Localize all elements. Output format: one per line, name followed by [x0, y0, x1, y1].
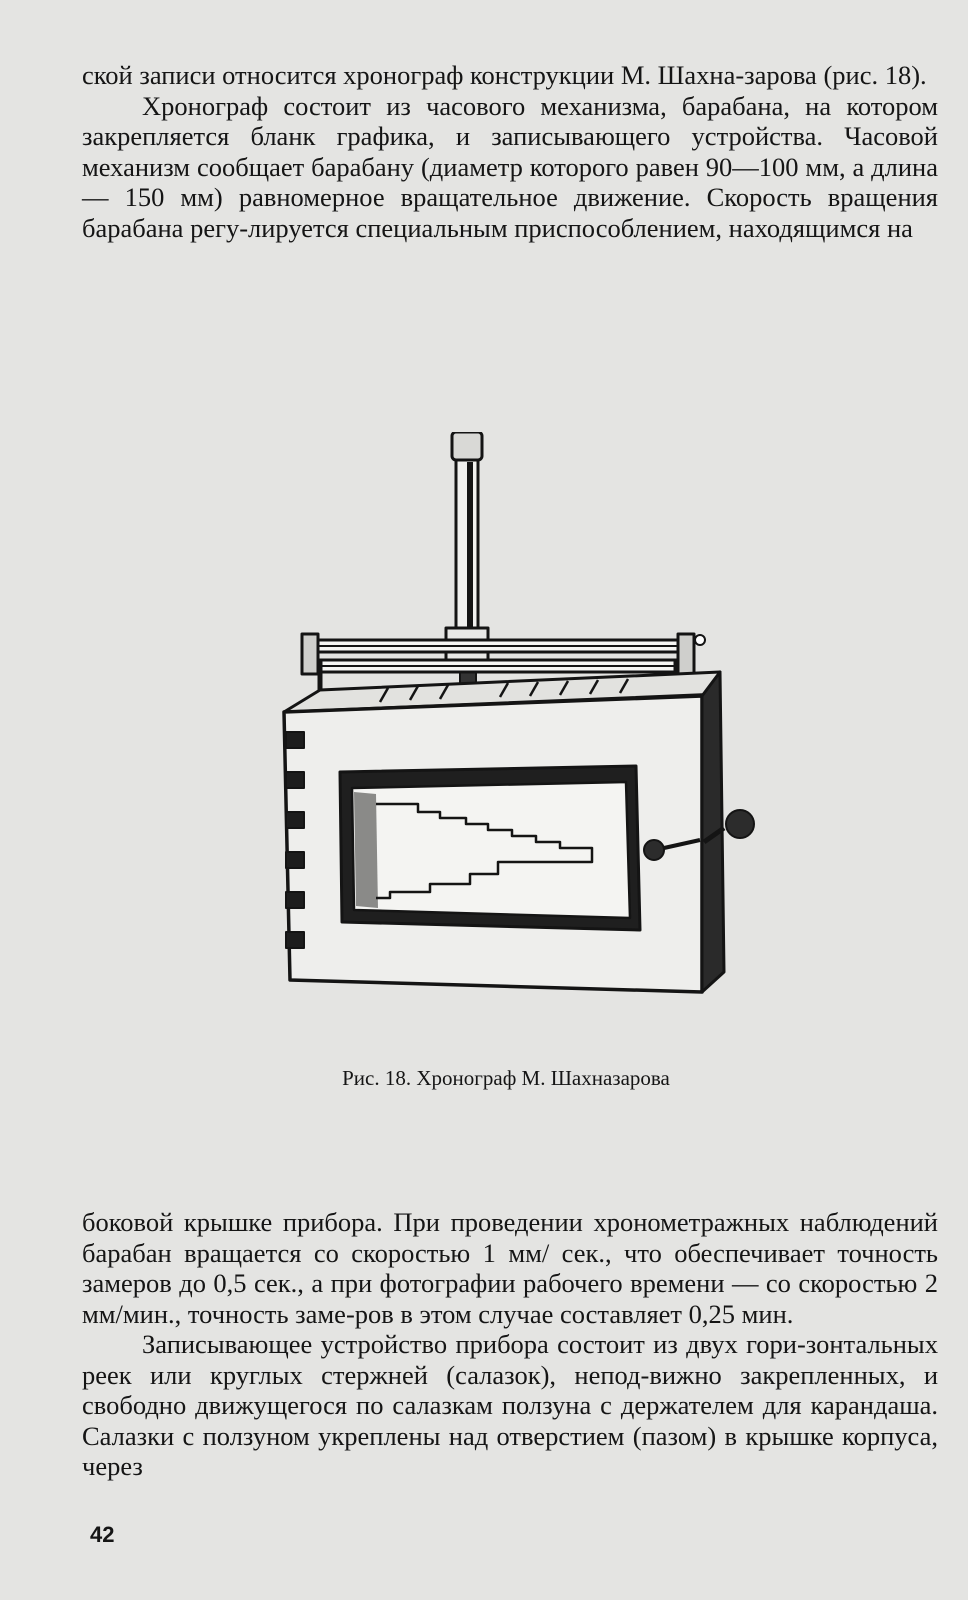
figure-chronograph	[280, 432, 770, 1044]
text-block-bottom	[82, 1207, 938, 1482]
paragraph-chronograph-description: Хронограф состоит из часового механизма, барабана, на котором закрепляется бланк графика, и записывающего устройства. Часовой механизм сообщает барабану (диаметр которого равен 90—100 мм, а длина — 150 мм) равномерное вращательное движение. Скорость вращения барабана регу-лируется специальным приспособлением, находящимся на	[82, 90, 938, 243]
paragraph-drum-speed: боковой крышке прибора. При проведении хронометражных наблюдений барабан вращается со скоростью 1 мм/ сек., что обеспечивает точность замеров до 0,5 сек., а при фотографии рабочего времени — со скоростью 2 мм/мин., точность заме-ров в этом случае составляет 0,25 мин.	[82, 1207, 938, 1329]
paragraph-recording-device: Записывающее устройство прибора состоит из двух гори-зонтальных реек или круглых стержней (салазок), непод-вижно закрепленных, и свободно движущегося по салазкам ползуна с держателем для карандаша. Салазки с ползуном укреплены над отверстием (пазом) в крышке корпуса, через	[82, 1329, 938, 1481]
text-block-top	[82, 60, 938, 243]
chronograph-illustration	[280, 432, 770, 1044]
page-number: 42	[90, 1522, 115, 1547]
paragraph-continued: ской записи относится хронограф конструкции М. Шахна-зарова (рис. 18).	[82, 60, 927, 90]
figure-caption: Рис. 18. Хронограф М. Шахназарова	[342, 1066, 670, 1090]
